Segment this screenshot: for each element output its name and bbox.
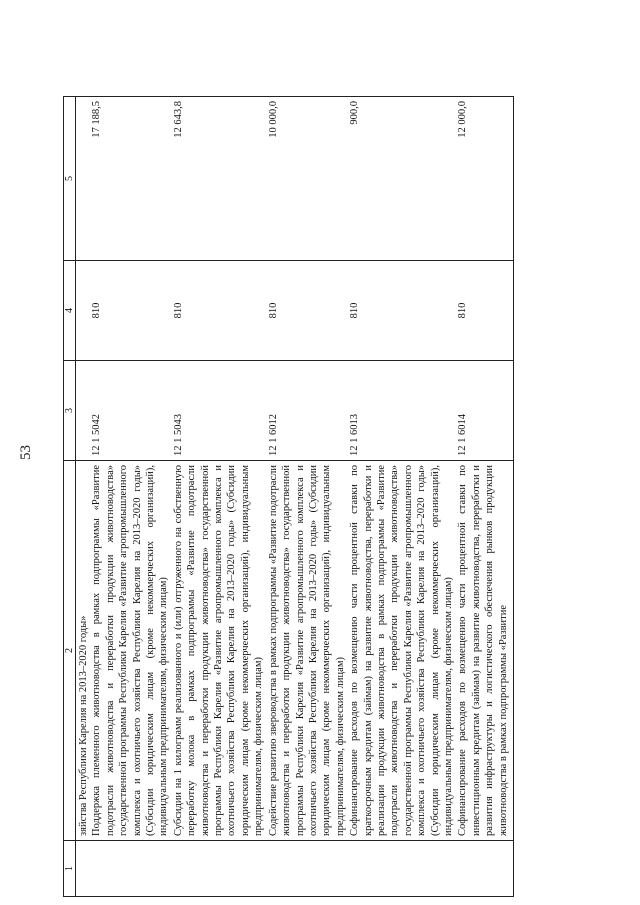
column-header: 4: [64, 261, 76, 361]
row-amount: 10 000,0: [267, 97, 348, 261]
row-description: Софинансирование расходов по возмещению части процентной ставки по инвестиционным кредитам (займам) на развитие животноводства, переработки и развития инфраструктуры и логистического обеспечения рынков продукции животноводства в рамках подпрограммы «Развитие: [456, 461, 513, 841]
row-description: Софинансирование расходов по возмещению части процентной ставки по краткосрочным кредитам (займам) на развитие животноводства, переработки и реализации продукции животноводства в рамках подпрограммы «Развитие подотрасли животноводства и переработки продукции животноводства» государственной программы Республики Карелия «Развитие агропромышленного комплекса и охотничьего хозяйства Республики Карелия на 2013–2020 годы» (Субсидии юридическим лицам (кроме некоммерческих организаций), индивидуальным предпринимателям, физическим лицам): [348, 461, 456, 841]
table-row: [267, 97, 348, 897]
row-description: Содействие развитию звероводства в рамках подпрограммы «Развитие подотрасли животноводства и переработки продукции животноводства» государственной программы Республики Карелия «Развитие агропромышленного комплекса и охотничьего хозяйства Республики Карелия на 2013–2020 годы» (Субсидии юридическим лицам (кроме некоммерческих организаций), индивидуальным предпринимателям, физическим лицам): [267, 461, 348, 841]
row-description: Поддержка племенного животноводства в рамках подпрограммы «Развитие подотрасли животноводства и переработки продукции животноводства» государственной программы Республики Карелия «Развитие агропромышленного комплекса и охотничьего хозяйства Республики Карелия на 2013–2020 годы» (Субсидии юридическим лицам (кроме некоммерческих организаций), индивидуальным предпринимателям, физическим лицам): [90, 461, 171, 841]
budget-table: [63, 96, 514, 897]
row-amount: 17 188,5: [90, 97, 171, 261]
table-row: [456, 97, 513, 897]
row-code: 12 1 5042: [90, 361, 171, 461]
continuation-text: зяйства Республики Карелия на 2013–2020 годы»: [76, 461, 91, 841]
row-type: 810: [456, 261, 513, 361]
column-header: 5: [64, 97, 76, 261]
row-type: 810: [172, 261, 267, 361]
row-code: 12 1 5043: [172, 361, 267, 461]
row-code: 12 1 6013: [348, 361, 456, 461]
row-type: 810: [348, 261, 456, 361]
page-number: 53: [18, 445, 34, 460]
table-row: [90, 97, 171, 897]
table-row: [348, 97, 456, 897]
column-header: 3: [64, 361, 76, 461]
row-amount: 12 643,8: [172, 97, 267, 261]
column-header: 1: [64, 841, 76, 897]
row-type: 810: [267, 261, 348, 361]
row-code: 12 1 6012: [267, 361, 348, 461]
column-header-row: [64, 97, 76, 897]
table-row: [172, 97, 267, 897]
continuation-row: [76, 97, 91, 897]
row-description: Субсидии на 1 килограмм реализованного и (или) отгруженного на собственную переработку молока в рамках подпрограммы «Развитие подотрасли животноводства и переработки продукции животноводства» государственной программы Республики Карелия «Развитие агропромышленного комплекса и охотничьего хозяйства Республики Карелия на 2013–2020 годы» (Субсидии юридическим лицам (кроме некоммерческих организаций), индивидуальным предпринимателям, физическим лицам): [172, 461, 267, 841]
row-type: 810: [90, 261, 171, 361]
row-code: 12 1 6014: [456, 361, 513, 461]
row-amount: 900,0: [348, 97, 456, 261]
column-header: 2: [64, 461, 76, 841]
row-amount: 12 000,0: [456, 97, 513, 261]
